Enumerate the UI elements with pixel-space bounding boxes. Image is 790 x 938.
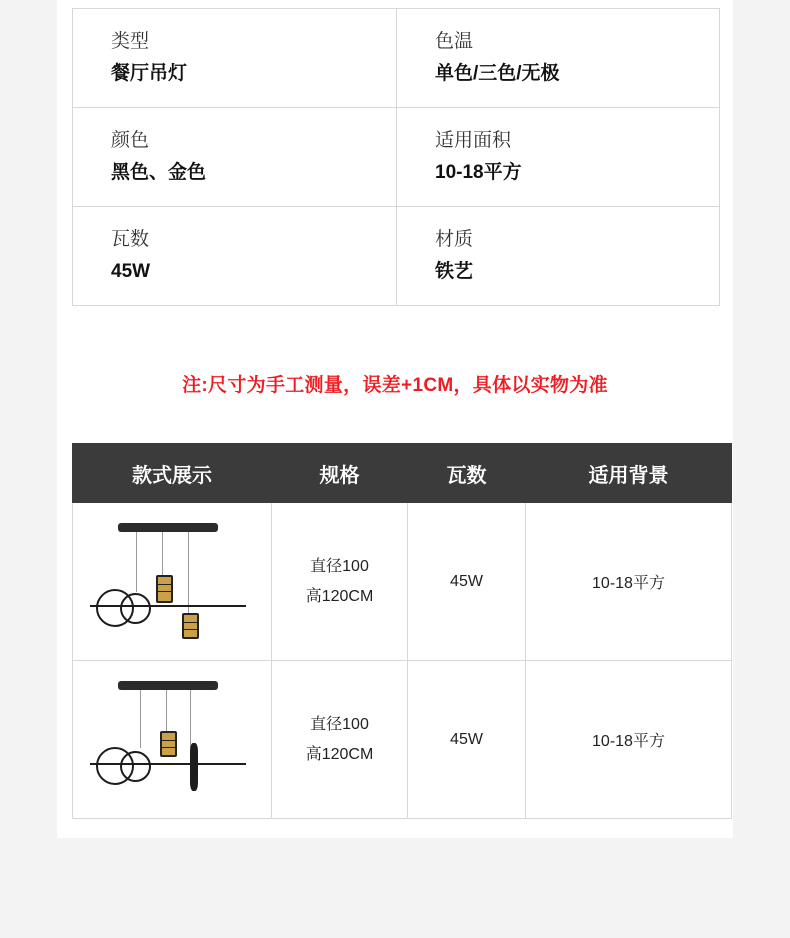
spec-label: 瓦数 [111,229,150,250]
spec-label: 材质 [435,229,474,250]
spec-cell-color [73,108,397,207]
table-header-row [73,444,732,503]
model-size-table [72,443,732,819]
spec-label: 色温 [435,31,474,52]
style-image-cell [73,661,272,819]
column-header-scene: 适用背景 [526,444,732,503]
spec-label: 适用面积 [435,130,512,151]
spec-cell-applicable-area [397,108,720,207]
column-header-style: 款式展示 [73,444,272,503]
table-row [73,503,732,661]
style-image-cell [73,503,272,661]
specification-table [72,8,720,306]
table-row [73,661,732,819]
scene-cell: 10-18平方 [526,503,732,661]
spec-value: 单色/三色/无极 [435,63,560,84]
pendant-lamp-two-heads-icon [74,665,270,815]
column-header-spec: 规格 [272,444,408,503]
spec-cell [272,661,408,819]
measurement-note: 注:尺寸为手工测量，误差+1CM，具体以实物为准 [182,375,608,396]
spec-line-1: 直径100 [310,715,369,733]
spec-value: 10-18平方 [435,162,522,183]
spec-value: 铁艺 [435,261,474,282]
spec-cell-type [73,9,397,108]
wattage-cell: 45W [408,503,526,661]
spec-cell [272,503,408,661]
spec-label: 颜色 [111,130,150,151]
table-row [73,207,720,306]
column-header-wattage: 瓦数 [408,444,526,503]
spec-line-2: 高120CM [305,745,374,763]
scene-cell: 10-18平方 [526,661,732,819]
spec-cell-wattage [73,207,397,306]
table-row [73,9,720,108]
wattage-cell: 45W [408,661,526,819]
spec-label: 类型 [111,31,150,52]
spec-line-2: 高120CM [305,587,374,605]
spec-value: 45W [111,261,151,282]
spec-cell-color-temperature [397,9,720,108]
pendant-lamp-three-heads-icon [74,507,270,657]
table-row [73,108,720,207]
spec-line-1: 直径100 [310,557,369,575]
spec-cell-material [397,207,720,306]
spec-value: 黑色、金色 [111,162,207,183]
spec-value: 餐厅吊灯 [111,63,188,84]
